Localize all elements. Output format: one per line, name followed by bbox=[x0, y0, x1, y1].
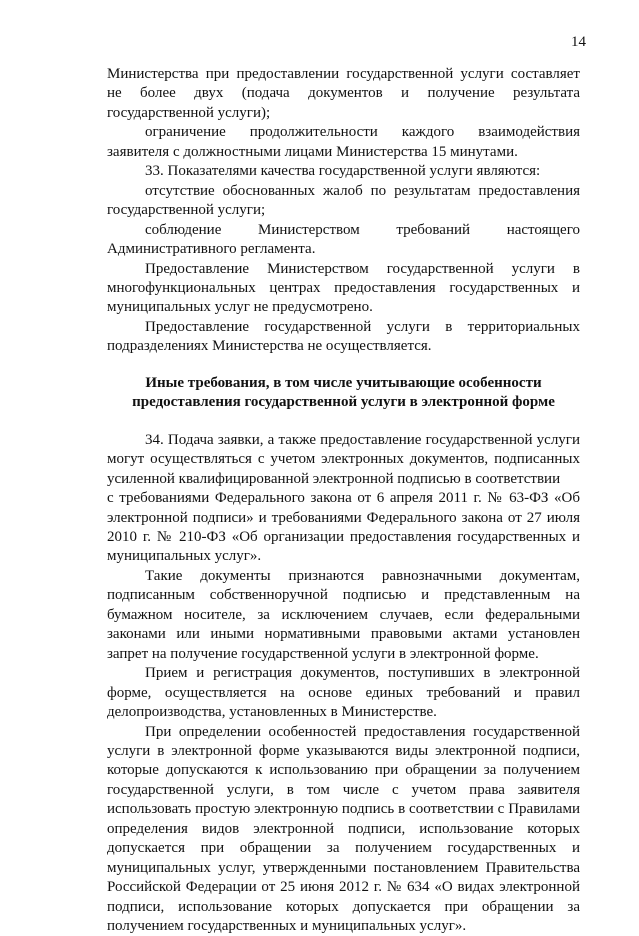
paragraph-top-1: Министерства при предоставлении государственной услуги составляет не более двух (подача документов и получение результата государственной услуги); bbox=[107, 65, 580, 123]
paragraph-top-2: ограничение продолжительности каждого взаимодействия заявителя с должностными лицами Министерства 15 минутами. bbox=[107, 123, 580, 162]
paragraph-bottom-3: Такие документы признаются равнозначными документам, подписанным собственноручной подписью и представленным на бумажном носителе, за исключением случаев, если федеральными законами или иными нормативными правовыми актами установлен запрет на получение государственной услуги в электронной форме. bbox=[107, 567, 580, 664]
section-heading bbox=[107, 374, 580, 413]
paragraph-bottom-4: Прием и регистрация документов, поступивших в электронной форме, осуществляется на основе единых требований и правил делопроизводства, установленных в Министерстве. bbox=[107, 664, 580, 722]
paragraph-top-6: Предоставление Министерством государственной услуги в многофункциональных центрах предоставления государственных и муниципальных услуг не предусмотрено. bbox=[107, 260, 580, 318]
paragraph-bottom-2: с требованиями Федерального закона от 6 апреля 2011 г. № 63-ФЗ «Об электронной подписи» и требованиями Федерального закона от 27 июля 2010 г. № 210-ФЗ «Об организации предоставления государственных и муниципальных услуг». bbox=[107, 489, 580, 567]
section-heading-line-2: предоставления государственной услуги в электронной форме bbox=[107, 393, 580, 412]
paragraph-top-3: 33. Показателями качества государственной услуги являются: bbox=[107, 162, 580, 181]
paragraph-top-4: отсутствие обоснованных жалоб по результатам предоставления государственной услуги; bbox=[107, 182, 580, 221]
section-heading-line-1: Иные требования, в том числе учитывающие особенности bbox=[107, 374, 580, 393]
paragraph-top-7: Предоставление государственной услуги в территориальных подразделениях Министерства не осуществляется. bbox=[107, 318, 580, 357]
paragraph-bottom-5: При определении особенностей предоставления государственной услуги в электронной форме указываются виды электронной подписи, которые допускаются к использованию при обращении за получением государственной услуги, в том числе с учетом права заявителя использовать простую электронную подпись в соответствии с Правилами определения видов электронной подписи, использование которых допускается при обращении за получением государственных и муниципальных услуг, утвержденными постановлением Правительства Российской Федерации от 25 июня 2012 г. № 634 «О видах электронной подписи, использование которых допускается при обращении за получением государственных и муниципальных услуг». bbox=[107, 723, 580, 936]
document-body bbox=[107, 65, 580, 936]
paragraph-top-5: соблюдение Министерством требований настоящего Административного регламента. bbox=[107, 221, 580, 260]
page-number: 14 bbox=[556, 34, 586, 51]
paragraph-bottom-1: 34. Подача заявки, а также предоставление государственной услуги могут осуществляться с учетом электронных документов, подписанных усиленной квалифицированной электронной подписью в соответствии bbox=[107, 431, 580, 489]
